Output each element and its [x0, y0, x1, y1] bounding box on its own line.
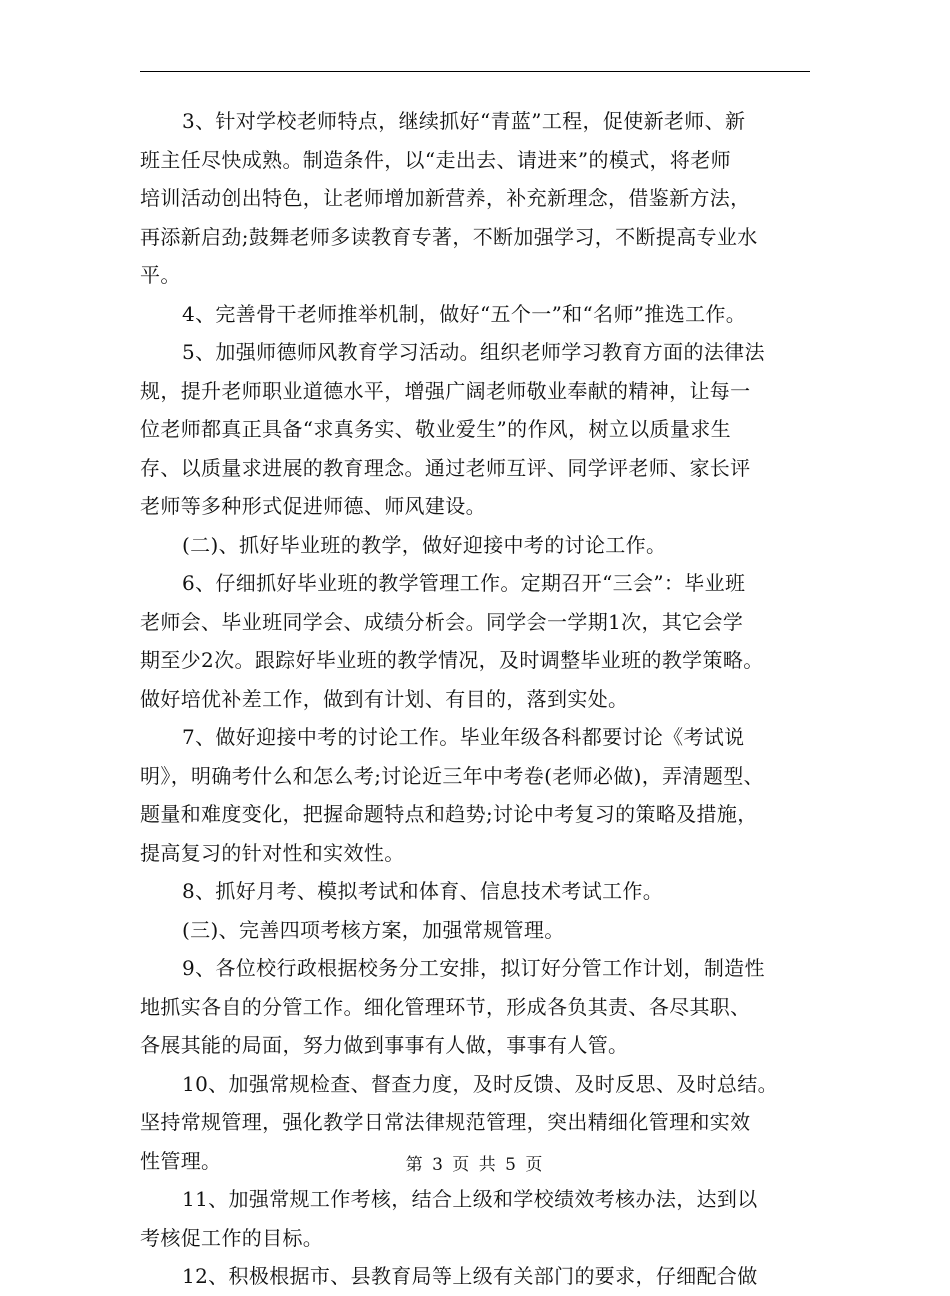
text-line: 规，提升老师职业道德水平，增强广阔老师敬业奉献的精神，让每一 — [140, 378, 751, 403]
text-line: 期至少2次。跟踪好毕业班的教学情况，及时调整毕业班的教学策略。 — [140, 648, 764, 672]
text-line: (二)、抓好毕业班的教学，做好迎接中考的讨论工作。 — [182, 532, 667, 557]
text-line: 4、完善骨干老师推举机制，做好“五个一”和“名师”推选工作。 — [182, 301, 747, 326]
page-footer: 第 3 页 共 5 页 — [405, 1155, 545, 1175]
text-line: 各展其能的局面，努力做到事事有人做，事事有人管。 — [140, 1033, 629, 1057]
text-line: (三)、完善四项考核方案，加强常规管理。 — [182, 917, 565, 942]
text-line: 11、加强常规工作考核，结合上级和学校绩效考核办法，达到以 — [182, 1187, 758, 1211]
text-line: 考核促工作的目标。 — [140, 1225, 324, 1250]
text-line: 再添新启劲;鼓舞老师多读教育专著，不断加强学习，不断提高专业水 — [140, 224, 758, 249]
text-line: 3、针对学校老师特点，继续抓好“青蓝”工程，促使新老师、新 — [182, 109, 746, 133]
text-line: 明》，明确考什么和怎么考;讨论近三年中考卷(老师必做)，弄清题型、 — [140, 763, 764, 788]
text-line: 题量和难度变化，把握命题特点和趋势;讨论中考复习的策略及措施， — [140, 802, 758, 826]
text-line: 位老师都真正具备“求真务实、敬业爱生”的作风，树立以质量求生 — [140, 417, 731, 441]
text-line: 老师会、毕业班同学会、成绩分析会。同学会一学期1次，其它会学 — [140, 609, 744, 634]
text-line: 提高复习的针对性和实效性。 — [140, 840, 405, 865]
text-line: 6、仔细抓好毕业班的教学管理工作。定期召开“三会”：毕业班 — [182, 571, 746, 595]
text-line: 班主任尽快成熟。制造条件，以“走出去、请进来”的模式，将老师 — [140, 147, 731, 172]
document-body — [140, 102, 820, 1296]
text-line: 5、加强师德师风教育学习活动。组织老师学习教育方面的法律法 — [182, 340, 765, 364]
text-line: 老师等多种形式促进师德、师风建设。 — [140, 494, 486, 518]
text-line: 做好培优补差工作，做到有计划、有目的，落到实处。 — [140, 686, 629, 711]
text-line: 地抓实各自的分管工作。细化管理环节，形成各负其责、各尽其职、 — [140, 994, 751, 1019]
text-line: 性管理。 — [140, 1148, 222, 1173]
text-line: 坚持常规管理，强化教学日常法律规范管理，突出精细化管理和实效 — [140, 1110, 751, 1134]
text-line: 培训活动创出特色，让老师增加新营养，补充新理念，借鉴新方法， — [140, 186, 751, 210]
text-line: 12、积极根据市、县教育局等上级有关部门的要求，仔细配合做 — [182, 1264, 758, 1288]
text-line: 平。 — [140, 263, 181, 287]
text-line: 9、各位校行政根据校务分工安排，拟订好分管工作计划，制造性 — [182, 956, 765, 980]
text-line: 存、以质量求进展的教育理念。通过老师互评、同学评老师、家长评 — [140, 455, 751, 480]
text-line: 10、加强常规检查、督查力度，及时反馈、及时反思、及时总结。 — [182, 1071, 778, 1096]
text-line: 8、抓好月考、模拟考试和体育、信息技术考试工作。 — [182, 879, 664, 903]
header-rule — [140, 71, 810, 72]
text-line: 7、做好迎接中考的讨论工作。毕业年级各科都要讨论《考试说 — [182, 725, 745, 749]
